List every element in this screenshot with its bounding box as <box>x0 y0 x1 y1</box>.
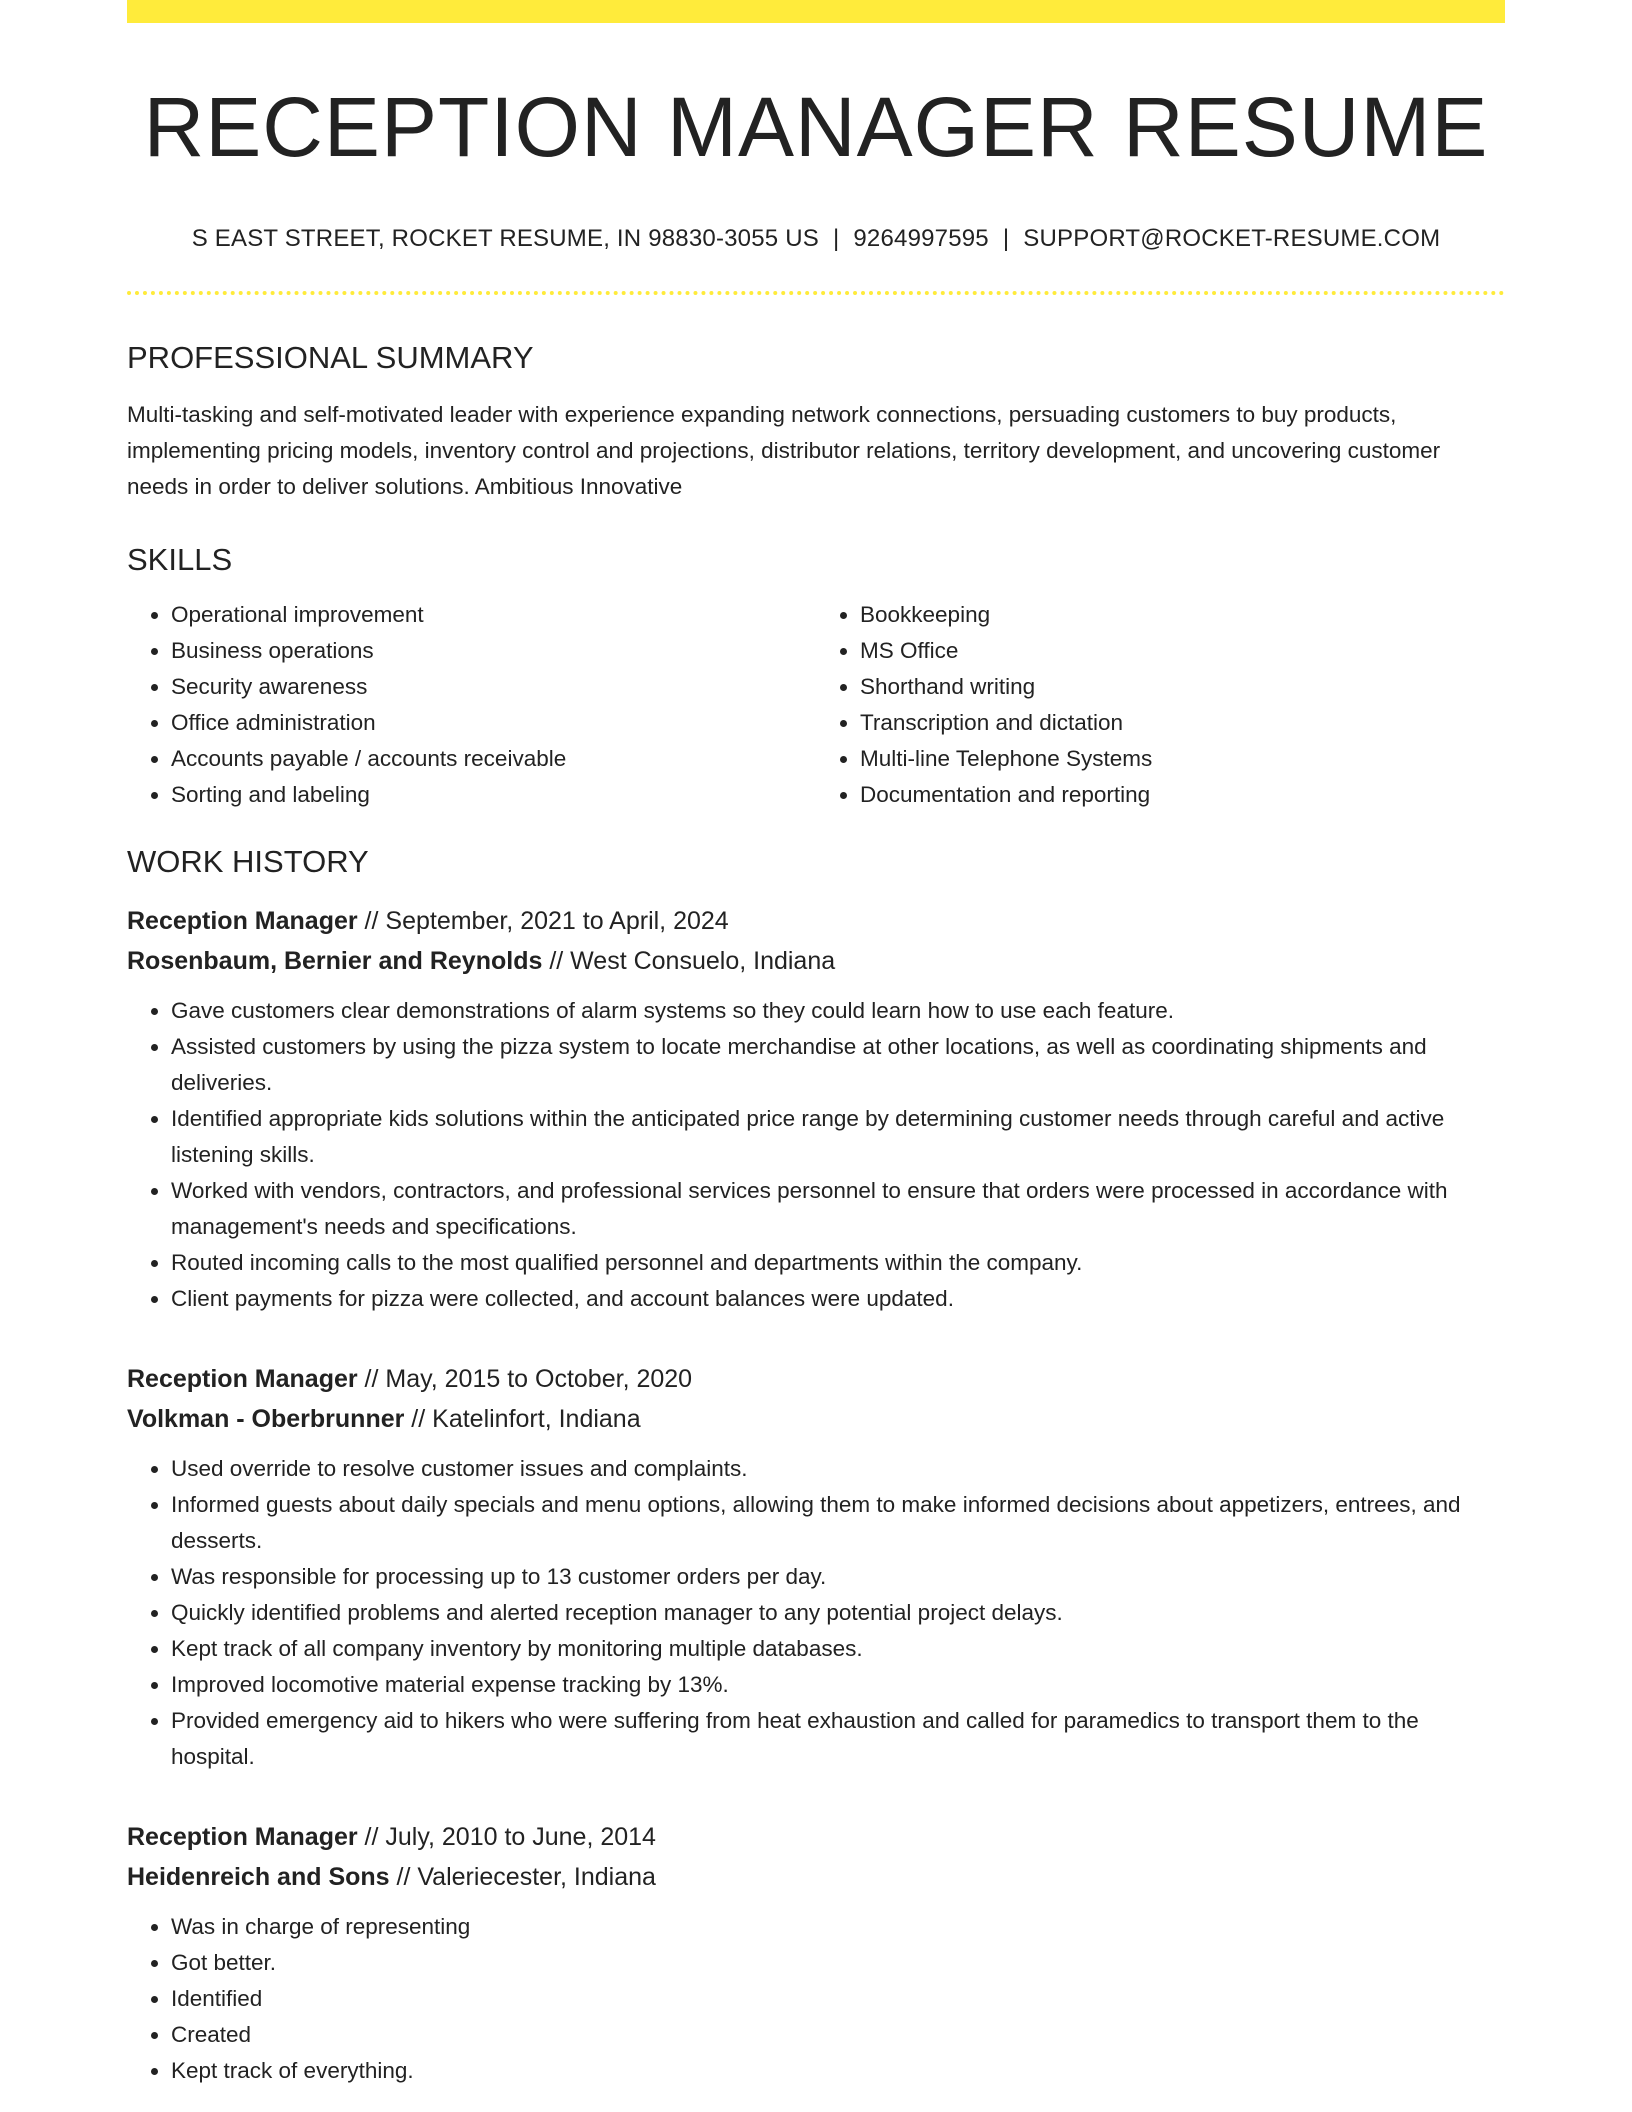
contact-separator: | <box>832 225 840 252</box>
top-accent-bar <box>127 0 1505 23</box>
skill-item: • Documentation and reporting <box>860 777 1505 813</box>
job-bullet: • Gave customers clear demonstrations of alarm systems so they could learn how to use each feature. <box>171 993 1505 1029</box>
job-entry <box>127 1359 1505 1775</box>
address: S EAST STREET, ROCKET RESUME, IN 98830-3055 US <box>191 225 819 252</box>
skill-item: • Bookkeeping <box>860 597 1505 633</box>
skill-item: • Business operations <box>171 633 816 669</box>
job-company: Volkman - Oberbrunner <box>127 1405 405 1433</box>
job-bullets <box>127 1909 1505 2089</box>
summary-text: Multi-tasking and self-motivated leader with experience expanding network connections, persuading customers to buy products, implementing pricing models, inventory control and projections, distributor relations, territory development, and uncovering customer needs in order to deliver solutions. Ambitious Innovative <box>127 402 1441 499</box>
job-role: Reception Manager <box>127 907 358 935</box>
resume-title: RECEPTION MANAGER RESUME <box>143 80 1489 174</box>
job-company-line <box>127 1399 1505 1439</box>
skill-item: • Multi-line Telephone Systems <box>860 741 1505 777</box>
phone: 9264997595 <box>853 225 989 252</box>
job-entry <box>127 901 1505 1317</box>
job-role: Reception Manager <box>127 1823 358 1851</box>
resume-page <box>127 0 1505 2089</box>
contact-separator: | <box>1002 225 1010 252</box>
job-bullet: • Provided emergency aid to hikers who were suffering from heat exhaustion and called for paramedics to transport them to the hospital. <box>171 1703 1505 1775</box>
job-bullet: • Improved locomotive material expense tracking by 13%. <box>171 1667 1505 1703</box>
summary-heading: PROFESSIONAL SUMMARY <box>127 340 534 375</box>
job-bullet: • Was in charge of representing <box>171 1909 1505 1945</box>
job-entry <box>127 1817 1505 2089</box>
job-role-line <box>127 1359 1505 1399</box>
job-role: Reception Manager <box>127 1365 358 1393</box>
skills-list-right <box>816 597 1505 813</box>
job-dates: // July, 2010 to June, 2014 <box>357 1823 656 1851</box>
job-company-line <box>127 941 1505 981</box>
job-role-line <box>127 1817 1505 1857</box>
work-history-heading: WORK HISTORY <box>127 844 369 879</box>
job-role-line <box>127 901 1505 941</box>
job-bullet: • Identified <box>171 1981 1505 2017</box>
job-location: // Valeriecester, Indiana <box>389 1863 656 1891</box>
job-bullets <box>127 993 1505 1317</box>
job-company: Rosenbaum, Bernier and Reynolds <box>127 947 543 975</box>
job-dates: // May, 2015 to October, 2020 <box>357 1365 693 1393</box>
job-bullet: • Assisted customers by using the pizza system to locate merchandise at other locations, as well as coordinating shipments and deliveries. <box>171 1029 1505 1101</box>
job-bullet: • Quickly identified problems and alerted reception manager to any potential project delays. <box>171 1595 1505 1631</box>
skills-columns <box>127 597 1505 813</box>
job-bullet: • Informed guests about daily specials and menu options, allowing them to make informed decisions about appetizers, entrees, and desserts. <box>171 1487 1505 1559</box>
job-bullet: • Identified appropriate kids solutions within the anticipated price range by determining customer needs through careful and active listening skills. <box>171 1101 1505 1173</box>
skills-heading: SKILLS <box>127 542 233 577</box>
job-bullet: • Kept track of everything. <box>171 2053 1505 2089</box>
contact-line <box>127 227 1505 251</box>
job-bullet: • Client payments for pizza were collected, and account balances were updated. <box>171 1281 1505 1317</box>
job-bullet: • Used override to resolve customer issues and complaints. <box>171 1451 1505 1487</box>
job-company-line <box>127 1857 1505 1897</box>
email: SUPPORT@ROCKET-RESUME.COM <box>1023 225 1441 252</box>
job-bullet: • Got better. <box>171 1945 1505 1981</box>
job-location: // West Consuelo, Indiana <box>542 947 836 975</box>
header-divider <box>127 291 1505 295</box>
skill-item: • MS Office <box>860 633 1505 669</box>
skill-item: • Shorthand writing <box>860 669 1505 705</box>
skill-item: • Accounts payable / accounts receivable <box>171 741 816 777</box>
job-company: Heidenreich and Sons <box>127 1863 390 1891</box>
job-bullet: • Routed incoming calls to the most qualified personnel and departments within the company. <box>171 1245 1505 1281</box>
job-location: // Katelinfort, Indiana <box>404 1405 641 1433</box>
skill-item: • Operational improvement <box>171 597 816 633</box>
skill-item: • Sorting and labeling <box>171 777 816 813</box>
skills-list-left <box>127 597 816 813</box>
job-dates: // September, 2021 to April, 2024 <box>357 907 729 935</box>
skill-item: • Security awareness <box>171 669 816 705</box>
job-bullet: • Kept track of all company inventory by monitoring multiple databases. <box>171 1631 1505 1667</box>
job-bullets <box>127 1451 1505 1775</box>
job-bullet: • Worked with vendors, contractors, and professional services personnel to ensure that orders were processed in accordance with management's needs and specifications. <box>171 1173 1505 1245</box>
skill-item: • Transcription and dictation <box>860 705 1505 741</box>
job-bullet: • Created <box>171 2017 1505 2053</box>
skill-item: • Office administration <box>171 705 816 741</box>
job-bullet: • Was responsible for processing up to 13 customer orders per day. <box>171 1559 1505 1595</box>
